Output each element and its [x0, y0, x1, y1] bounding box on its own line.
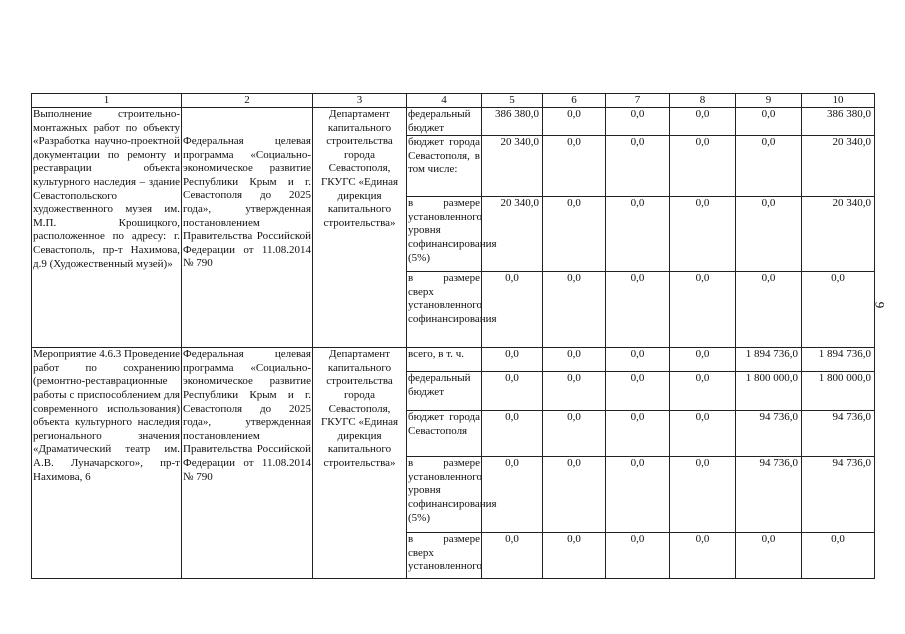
funding-source: всего, в т. ч.: [407, 348, 482, 372]
value-col-8: 0,0: [670, 411, 736, 457]
value-col-10: 386 380,0: [802, 108, 875, 136]
value-col-9: 1 800 000,0: [736, 372, 802, 411]
value-col-6: 0,0: [543, 108, 606, 136]
program-text: Федеральная целевая программа «Социально-экономическое развитие Республики Крым и г. Севастополя до 2025 года», утвержденная постановлением Правительства Российской Федерации от 11.08.2014 № 790: [183, 135, 311, 270]
value-col-7: 0,0: [606, 272, 670, 348]
value-col-10: 0,0: [802, 272, 875, 348]
header-col-2: 2: [182, 94, 313, 108]
value-col-10: 1 800 000,0: [802, 372, 875, 411]
value-col-5: 0,0: [482, 411, 543, 457]
value-col-8: 0,0: [670, 136, 736, 197]
table-row: [32, 108, 875, 136]
funding-source: федеральный бюджет: [407, 372, 482, 411]
value-col-7: 0,0: [606, 136, 670, 197]
executor-description: Департамент капитального строительства города Севастополя, ГКУГС «Единая дирекция капитального строительства»: [313, 108, 407, 348]
funding-source: в размере установленного уровня софинансирования (5%): [407, 197, 482, 272]
value-col-7: 0,0: [606, 372, 670, 411]
value-col-9: 0,0: [736, 136, 802, 197]
value-col-10: 94 736,0: [802, 457, 875, 533]
value-col-5: 0,0: [482, 533, 543, 579]
value-col-5: 0,0: [482, 372, 543, 411]
page-number-mark: 9: [872, 301, 888, 309]
table-row: [32, 348, 875, 372]
value-col-10: 20 340,0: [802, 136, 875, 197]
value-col-9: 1 894 736,0: [736, 348, 802, 372]
funding-source: в размере установленного уровня софинансирования (5%): [407, 457, 482, 533]
header-col-1: 1: [32, 94, 182, 108]
value-col-8: 0,0: [670, 197, 736, 272]
header-col-6: 6: [543, 94, 606, 108]
value-col-5: 0,0: [482, 457, 543, 533]
value-col-5: 0,0: [482, 272, 543, 348]
value-col-6: 0,0: [543, 348, 606, 372]
value-col-6: 0,0: [543, 411, 606, 457]
object-description: Выполнение строительно-монтажных работ по объекту «Разработка научно-проектной документации по ремонту и реставрации объекта культурного наследия – здание Севастопольского художественного музея им. М.П. Крошицкого, расположенное по адресу: г. Севастополь, пр-т Нахимова, д.9 (Художественный музей)»: [32, 108, 182, 348]
value-col-6: 0,0: [543, 197, 606, 272]
program-description: [182, 108, 313, 348]
header-col-7: 7: [606, 94, 670, 108]
value-col-9: 0,0: [736, 272, 802, 348]
funding-source: бюджет города Севастополя, в том числе:: [407, 136, 482, 197]
value-col-8: 0,0: [670, 533, 736, 579]
header-col-5: 5: [482, 94, 543, 108]
value-col-6: 0,0: [543, 272, 606, 348]
header-col-4: 4: [407, 94, 482, 108]
value-col-8: 0,0: [670, 372, 736, 411]
value-col-10: 94 736,0: [802, 411, 875, 457]
value-col-10: 20 340,0: [802, 197, 875, 272]
value-col-8: 0,0: [670, 108, 736, 136]
value-col-8: 0,0: [670, 272, 736, 348]
header-row: [32, 94, 875, 108]
funding-source: в размере сверх установленного софинансирования: [407, 272, 482, 348]
value-col-6: 0,0: [543, 136, 606, 197]
funding-source: федеральный бюджет: [407, 108, 482, 136]
value-col-7: 0,0: [606, 411, 670, 457]
object-description: Мероприятие 4.6.3 Проведение работ по сохранению (ремонтно-реставрационные работы с приспособлением для современного использования) объекта культурного наследия регионального значения «Драматический театр им. А.В. Луначарского», пр-т Нахимова, 6: [32, 348, 182, 579]
header-col-3: 3: [313, 94, 407, 108]
financing-table: [31, 93, 875, 579]
header-col-9: 9: [736, 94, 802, 108]
value-col-9: 0,0: [736, 533, 802, 579]
value-col-7: 0,0: [606, 457, 670, 533]
header-col-10: 10: [802, 94, 875, 108]
value-col-6: 0,0: [543, 372, 606, 411]
value-col-10: 0,0: [802, 533, 875, 579]
value-col-5: 20 340,0: [482, 197, 543, 272]
value-col-9: 0,0: [736, 108, 802, 136]
value-col-5: 0,0: [482, 348, 543, 372]
value-col-8: 0,0: [670, 348, 736, 372]
value-col-7: 0,0: [606, 533, 670, 579]
value-col-9: 0,0: [736, 197, 802, 272]
header-col-8: 8: [670, 94, 736, 108]
value-col-7: 0,0: [606, 348, 670, 372]
value-col-9: 94 736,0: [736, 411, 802, 457]
value-col-7: 0,0: [606, 108, 670, 136]
funding-source: бюджет города Севастополя: [407, 411, 482, 457]
value-col-5: 386 380,0: [482, 108, 543, 136]
value-col-6: 0,0: [543, 457, 606, 533]
value-col-10: 1 894 736,0: [802, 348, 875, 372]
funding-source: в размере сверх установленного: [407, 533, 482, 579]
value-col-8: 0,0: [670, 457, 736, 533]
program-description: Федеральная целевая программа «Социально-экономическое развитие Республики Крым и г. Севастополя до 2025 года», утвержденная постановлением Правительства Российской Федерации от 11.08.2014 № 790: [182, 348, 313, 579]
value-col-9: 94 736,0: [736, 457, 802, 533]
value-col-6: 0,0: [543, 533, 606, 579]
value-col-5: 20 340,0: [482, 136, 543, 197]
value-col-7: 0,0: [606, 197, 670, 272]
executor-description: Департамент капитального строительства города Севастополя, ГКУГС «Единая дирекция капитального строительства»: [313, 348, 407, 579]
